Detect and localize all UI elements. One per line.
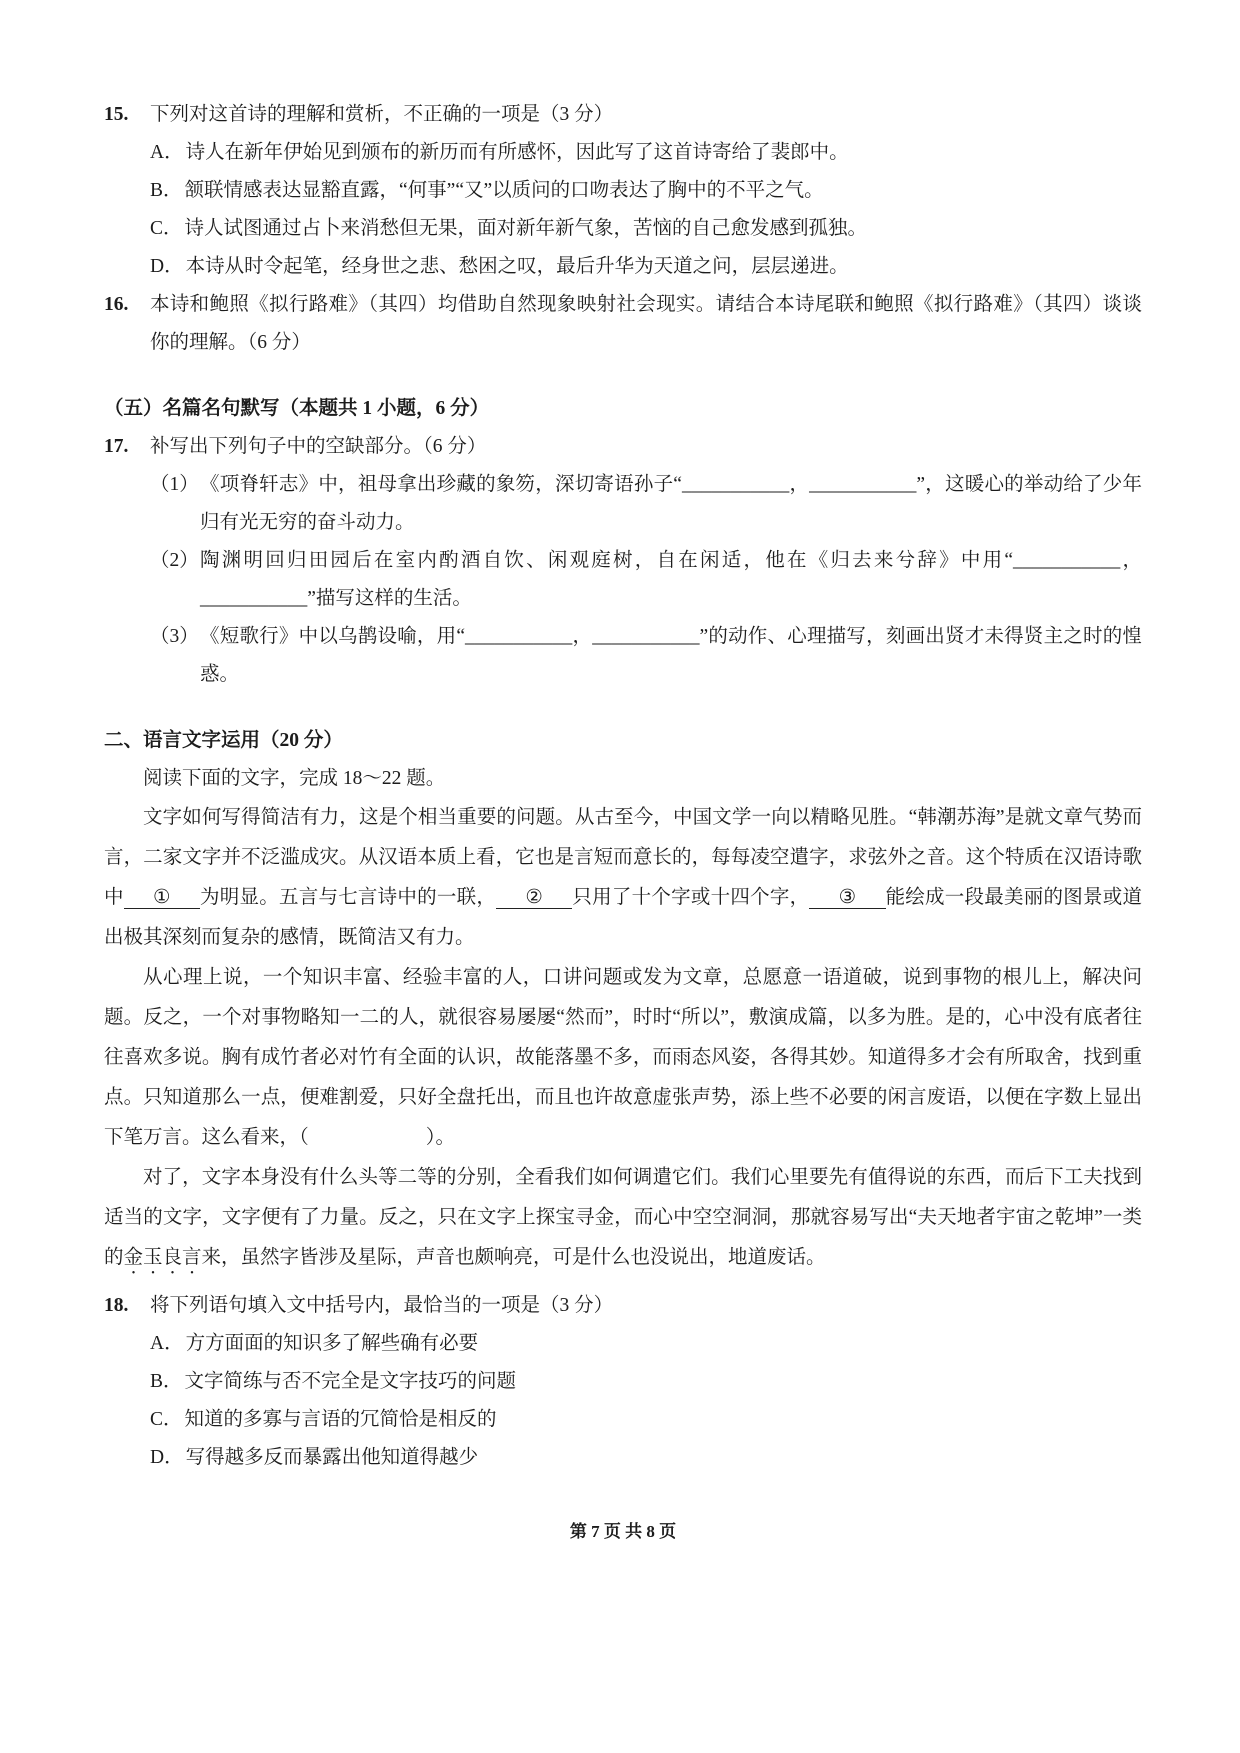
option-text: 诗人试图通过占卜来消愁但无果，面对新年新气象，苦恼的自己愈发感到孤独。 <box>184 218 868 239</box>
option-label: A． <box>150 142 184 163</box>
reading-instruction: 阅读下面的文字，完成 18～22 题。 <box>143 768 446 789</box>
question-18 <box>104 1287 1142 1477</box>
question-18-stem: 将下列语句填入文中括号内，最恰当的一项是（3 分） <box>150 1295 614 1316</box>
numbered-blank-3: ③ <box>809 887 885 909</box>
question-17-item-2 <box>150 542 1142 618</box>
passage-text: 能绘成一段最美丽的图景或道出极其深刻而复杂的感情，既简洁又有力。 <box>104 887 1142 948</box>
passage-text: 只用了十个字或十四个字， <box>572 887 810 908</box>
option-text: 写得越多反而暴露出他知道得越少 <box>185 1447 479 1468</box>
question-15-stem: 下列对这首诗的理解和赏析，不正确的一项是（3 分） <box>150 104 614 125</box>
question-15 <box>104 96 1142 286</box>
option-label: B． <box>150 1371 183 1392</box>
page-number-footer: 第 7 页 共 8 页 <box>569 1522 677 1541</box>
question-16 <box>104 286 1142 362</box>
option-label: B． <box>150 180 183 201</box>
option-text: 颔联情感表达显豁直露，“何事”“又”以质问的口吻表达了胸中的不平之气。 <box>184 180 824 201</box>
item-text: 陶渊明回归田园后在室内酌酒自饮、闲观庭树，自在闲适，他在《归去来兮辞》中用“___________，___________”描写这样的生活。 <box>200 550 1142 609</box>
question-16-stem: 本诗和鲍照《拟行路难》（其四）均借助自然现象映射社会现实。请结合本诗尾联和鲍照《拟行路难》（其四）谈谈你的理解。（6 分） <box>150 294 1142 353</box>
question-17-item-3 <box>150 618 1142 694</box>
question-17-stem: 补写出下列句子中的空缺部分。（6 分） <box>150 436 487 457</box>
option-text: 方方面面的知识多了解些确有必要 <box>185 1333 479 1354</box>
option-label: D． <box>150 1447 184 1468</box>
question-17-item-1 <box>150 466 1142 542</box>
numbered-blank-2: ② <box>496 887 572 909</box>
emphasized-phrase: 金玉良言 <box>123 1247 202 1268</box>
passage-paragraph-1 <box>104 798 1142 958</box>
option-text: 文字简练与否不完全是文字技巧的问题 <box>184 1371 517 1392</box>
passage-text: 对了，文字本身没有什么头等二等的分别，全看我们如何调遣它们。我们心里要先有值得说的东西，而后下工夫找到适当的文字，文字便有了力量。反之，只在文字上探宝寻金，而心中空空洞洞，那就容易写出“夫天地者宇宙之乾坤”一类的 <box>104 1167 1142 1268</box>
section-5-heading: （五）名篇名句默写（本题共 1 小题，6 分） <box>104 398 490 419</box>
question-18-number: 18. <box>104 1295 129 1316</box>
option-label: A． <box>150 1333 184 1354</box>
question-17 <box>104 428 1142 694</box>
option-label: C． <box>150 1409 183 1430</box>
option-text: 诗人在新年伊始见到颁布的新历而有所感怀，因此写了这首诗寄给了裴郎中。 <box>185 142 849 163</box>
passage-text: 为明显。五言与七言诗中的一联， <box>199 887 497 908</box>
item-marker: （2） <box>150 550 199 571</box>
passage-text: 来，虽然字皆涉及星际，声音也颇响亮，可是什么也没说出，地道废话。 <box>201 1247 826 1268</box>
question-15-option-c <box>150 210 1142 248</box>
section-2-heading: 二、语言文字运用（20 分） <box>104 730 343 751</box>
question-18-option-d <box>150 1439 1142 1477</box>
numbered-blank-1: ① <box>124 887 200 909</box>
question-18-option-c <box>150 1401 1142 1439</box>
option-label: D． <box>150 256 184 277</box>
option-text: 知道的多寡与言语的冗简恰是相反的 <box>184 1409 497 1430</box>
question-15-number: 15. <box>104 104 129 125</box>
passage-text: 文字如何写得简洁有力，这是个相当重要的问题。从古至今，中国文学一向以精略见胜。“韩潮苏海”是就文章气势而言，二家文字并不泛滥成灾。从汉语本质上看，它也是言短而意长的，每每凌空遣字，求弦外之音。这个特质在汉语诗歌中 <box>104 807 1142 908</box>
question-15-option-a <box>150 134 1142 172</box>
question-15-option-d <box>150 248 1142 286</box>
option-text: 本诗从时令起笔，经身世之悲、愁困之叹，最后升华为天道之问，层层递进。 <box>185 256 849 277</box>
option-label: C． <box>150 218 183 239</box>
item-marker: （1） <box>150 474 199 495</box>
question-18-option-a <box>150 1325 1142 1363</box>
question-17-number: 17. <box>104 436 129 457</box>
question-18-option-b <box>150 1363 1142 1401</box>
item-text: 《项脊轩志》中，祖母拿出珍藏的象笏，深切寄语孙子“___________，___________”，这暖心的举动给了少年归有光无穷的奋斗动力。 <box>200 474 1142 533</box>
item-marker: （3） <box>150 626 199 647</box>
passage-paragraph-2: 从心理上说，一个知识丰富、经验丰富的人，口讲问题或发为文章，总愿意一语道破，说到事物的根儿上，解决问题。反之，一个对事物略知一二的人，就很容易屡屡“然而”，时时“所以”，敷演成篇，以多为胜。是的，心中没有底者往往喜欢多说。胸有成竹者必对竹有全面的认识，故能落墨不多，而雨态风姿，各得其妙。知道得多才会有所取舍，找到重点。只知道那么一点，便难割爱，只好全盘托出，而且也许故意虚张声势，添上些不必要的闲言废语，以便在字数上显出下笔万言。这么看来，（ ）。 <box>104 967 1142 1148</box>
question-15-option-b <box>150 172 1142 210</box>
passage-paragraph-3 <box>104 1158 1142 1279</box>
question-16-number: 16. <box>104 294 129 315</box>
item-text: 《短歌行》中以乌鹊设喻，用“___________，___________”的动作、心理描写，刻画出贤才未得贤主之时的惶惑。 <box>200 626 1142 685</box>
